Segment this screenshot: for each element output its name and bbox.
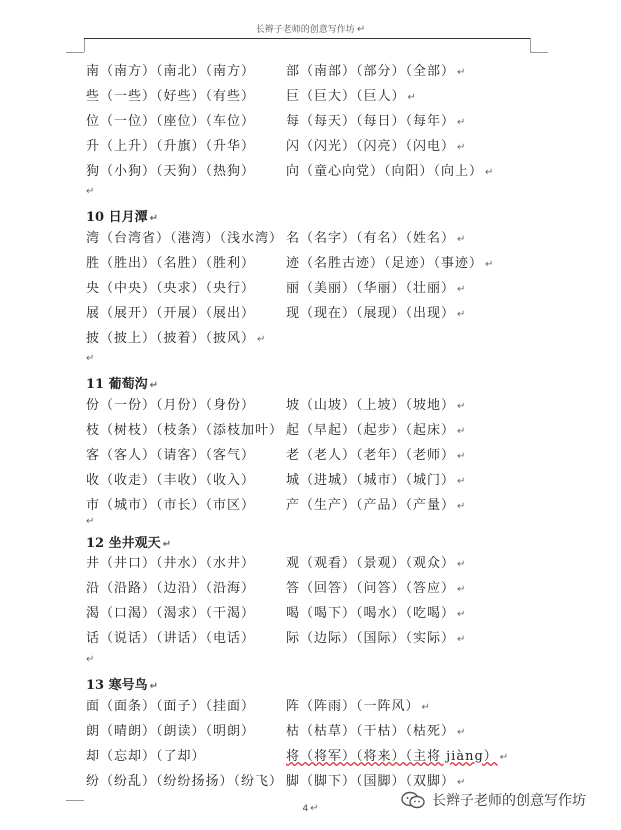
word-left: 央（中央）（央求）（央行） — [86, 281, 256, 296]
header-rule — [84, 38, 530, 39]
word-right: 丽（美丽）（华丽）（壮丽） ↵ — [286, 281, 467, 296]
word-left: 狗（小狗）（天狗）（热狗） — [86, 164, 256, 179]
section-heading: 10 日月潭 ↵ — [86, 210, 159, 225]
word-left: 客（客人）（请客）（客气） — [86, 448, 256, 463]
word-right: 际（边际）（国际）（实际） ↵ — [286, 631, 467, 646]
page-header — [0, 22, 621, 35]
header-corner-left-v — [84, 38, 85, 52]
word-right: 每（每天）（每日）（每年） ↵ — [286, 114, 467, 129]
word-right: 老（老人）（老年）（老师） ↵ — [286, 448, 467, 463]
word-left: 市（城市）（市长）（市区） — [86, 498, 256, 513]
word-left: 面（面条）（面子）（挂面） — [86, 699, 256, 714]
word-right: 产（生产）（产品）（产量） ↵ — [286, 498, 467, 513]
word-left: 升（上升）（升旗）（升华） — [86, 139, 256, 154]
word-left: 朗（晴朗）（朗读）（明朗） — [86, 724, 256, 739]
word-right: 迹（名胜古迹）（足迹）（事迹） ↵ — [286, 256, 495, 271]
word-right: 向（童心向党）（向阳）（向上） ↵ — [286, 164, 495, 179]
word-right: 闪（闪光）（闪亮）（闪电） ↵ — [286, 139, 467, 154]
word-right: 将（将军）（将来）（主将 jiàng） ↵ — [286, 749, 510, 764]
word-right: 喝（喝下）（喝水）（吃喝） ↵ — [286, 606, 467, 621]
blank-line-mark: ↵ — [86, 353, 95, 364]
section-heading: 12 坐井观天 ↵ — [86, 536, 172, 551]
watermark-text: 长辫子老师的创意写作坊 — [432, 793, 586, 809]
header-mark: ↵ — [356, 24, 366, 35]
word-left: 份（一份）（月份）（身份） — [86, 398, 256, 413]
header-corner-right-v — [530, 38, 531, 52]
watermark — [400, 790, 586, 810]
word-right: 部（南部）（部分）（全部） ↵ — [286, 64, 467, 79]
word-left: 湾（台湾省）（港湾）（浅水湾） — [86, 231, 284, 246]
word-right: 坡（山坡）（上坡）（坡地） ↵ — [286, 398, 467, 413]
word-left: 南（南方）（南北）（南方） — [86, 64, 256, 79]
word-left: 披（披上）（披着）（披风） ↵ — [86, 331, 267, 346]
footer-corner-left — [66, 800, 84, 801]
word-right: 阵（阵雨）（一阵风） ↵ — [286, 699, 431, 714]
word-right: 答（回答）（问答）（答应） ↵ — [286, 581, 467, 596]
section-heading: 13 寒号鸟 ↵ — [86, 678, 159, 693]
header-corner-right-h — [530, 52, 548, 53]
word-right: 起（早起）（起步）（起床） ↵ — [286, 423, 467, 438]
word-right: 现（现在）（展现）（出现） ↵ — [286, 306, 467, 321]
word-left: 话（说话）（讲话）（电话） — [86, 631, 256, 646]
word-right: 观（观看）（景观）（观众） ↵ — [286, 556, 467, 571]
blank-line-mark: ↵ — [86, 654, 95, 665]
header-corner-left-h — [66, 52, 84, 53]
word-left: 纷（纷乱）（纷纷扬扬）（纷飞） — [86, 774, 284, 789]
wechat-icon — [400, 790, 426, 810]
word-left: 渴（口渴）（渴求）（干渴） — [86, 606, 256, 621]
blank-line-mark: ↵ — [86, 186, 95, 197]
word-right: 脚（脚下）（国脚）（双脚） ↵ — [286, 774, 467, 789]
word-right: 名（名字）（有名）（姓名） ↵ — [286, 231, 467, 246]
word-left: 展（展开）（开展）（展出） — [86, 306, 256, 321]
word-left: 井（井口）（井水）（水井） — [86, 556, 256, 571]
word-left: 枝（树枝）（枝条）（添枝加叶） — [86, 423, 284, 438]
word-left: 位（一位）（座位）（车位） — [86, 114, 256, 129]
word-right: 城（进城）（城市）（城门） ↵ — [286, 473, 467, 488]
word-right: 巨（巨大）（巨人） ↵ — [286, 89, 417, 104]
header-title: 长辫子老师的创意写作坊 — [255, 25, 355, 35]
word-left: 沿（沿路）（边沿）（沿海） — [86, 581, 256, 596]
word-left: 胜（胜出）（名胜）（胜利） — [86, 256, 256, 271]
page-number: 4 ↵ — [302, 803, 319, 814]
blank-line-mark: ↵ — [86, 516, 95, 527]
word-left: 些（一些）（好些）（有些） — [86, 89, 256, 104]
word-right: 枯（枯草）（干枯）（枯死） ↵ — [286, 724, 467, 739]
word-left: 收（收走）（丰收）（收入） — [86, 473, 256, 488]
word-left: 却（忘却）（了却） — [86, 749, 206, 764]
section-heading: 11 葡萄沟 ↵ — [86, 377, 159, 392]
